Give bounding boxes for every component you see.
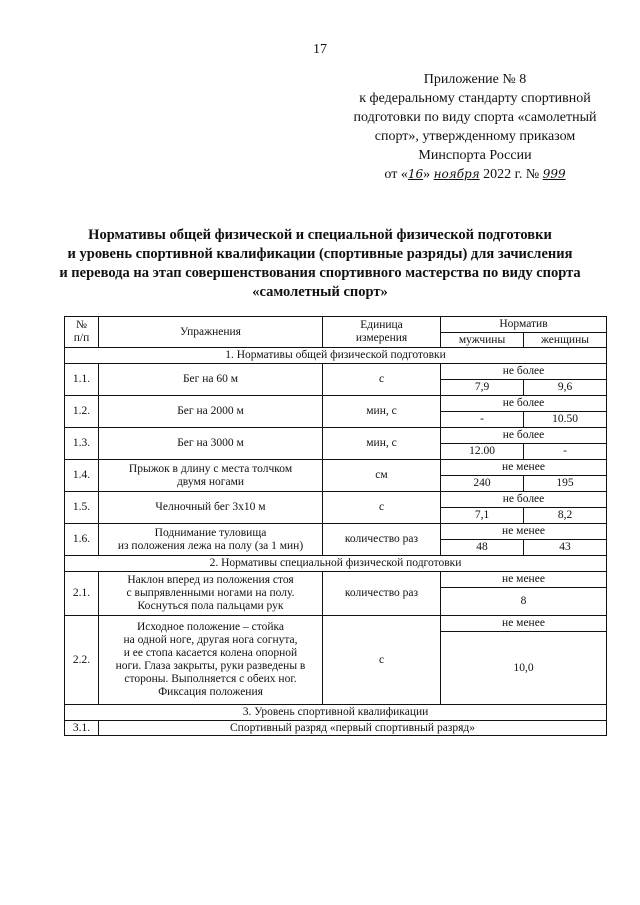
header-women: женщины — [524, 333, 607, 348]
appendix-line: Минспорта России — [418, 148, 532, 163]
section-header: 3. Уровень спортивной квалификации — [65, 705, 607, 721]
table-row: 1.6. Поднимание туловища из положения лежа на полу (за 1 мин) количество раз не менее — [65, 524, 607, 540]
header-exercise: Упражнения — [99, 317, 323, 348]
date-day: 16 — [407, 167, 424, 181]
table-row: 1.3. Бег на 3000 м мин, с не более — [65, 428, 607, 444]
appendix-line: подготовки по виду спорта «самолетный — [353, 110, 597, 125]
header-row — [65, 317, 607, 333]
order-number: 999 — [542, 167, 566, 181]
header-num: № п/п — [65, 317, 99, 348]
section-header: 2. Нормативы специальной физической подготовки — [65, 556, 607, 572]
appendix-line: к федеральному стандарту спортивной — [359, 91, 591, 106]
section-header: 1. Нормативы общей физической подготовки — [65, 348, 607, 364]
table-row: 1.5. Челночный бег 3х10 м с не более — [65, 492, 607, 508]
appendix-date-line: от «16» ноября 2022 г. № 999 — [384, 167, 566, 182]
header-men: мужчины — [441, 333, 524, 348]
header-norm: Норматив — [441, 317, 607, 333]
table-row: 1.2. Бег на 2000 м мин, с не более — [65, 396, 607, 412]
table-row: 2.2. Исходное положение – стойка на одной ноге, другая нога согнута, и ее стопа касается колена опорной ноги. Глаза закрыты, руки разведены в стороны. Выполняется с обеих ног. Фиксация положения с не менее — [65, 616, 607, 632]
table-row: 3.1. Спортивный разряд «первый спортивный разряд» — [65, 721, 607, 736]
table-row: 1.1. Бег на 60 м с не более — [65, 364, 607, 380]
appendix-title: Приложение № 8 — [423, 72, 527, 87]
table-row: 1.4. Прыжок в длину с места толчком двумя ногами см не менее — [65, 460, 607, 476]
table-row: 2.1. Наклон вперед из положения стоя с выпрявленными ногами на полу. Коснуться пола пальцами рук количество раз не менее — [65, 572, 607, 588]
appendix-line: спорт», утвержденному приказом — [374, 129, 576, 144]
appendix-block — [330, 70, 620, 184]
header-unit: Единица измерения — [323, 317, 441, 348]
document-title: Нормативы общей физической и специальной физической подготовки и уровень спортивной квалификации (спортивные разряды) для зачисления и перевода на этап совершенствования спортивного мастерства по виду спорта «самолетный спорт» — [59, 227, 581, 300]
page-number: 17 — [313, 42, 327, 57]
standards-table: № п/п Упражнения Единица измерения Норматив мужчины женщины 1. Нормативы общей физической подготовки 1.1. Бег на 60 м с не более 7,9 9,6 1.2. Бег на 2000 м мин, с не более - 10.50 1.3. Бег на 3000 м мин, с не более 12.00 - 1.4. Прыжок в длину с места толчком двумя ногами см не менее 240 195 1.5. Челночный бег 3х10 м с не более 7,1 8,2 1.6. Поднимание туловища из положения лежа на полу (за 1 мин) количество раз не менее 48 43 2. Нормативы специальной физической подготовки 2.1. Наклон вперед из положения стоя с выпрявленными ногами на полу. Коснуться пола пальцами рук количество раз не менее 8 2.2. Исходное положение – стойка на одной ноге, другая нога согнута, и ее стопа касается колена опорной ноги. Глаза закрыты, руки разведены в стороны. Выполняется с обеих ног. Фиксация положения с не менее 10,0 3. Уровень спортивной квалификации 3.1. Спортивный разряд «первый спортивный разряд» — [64, 316, 607, 736]
date-month: ноября — [433, 167, 480, 181]
